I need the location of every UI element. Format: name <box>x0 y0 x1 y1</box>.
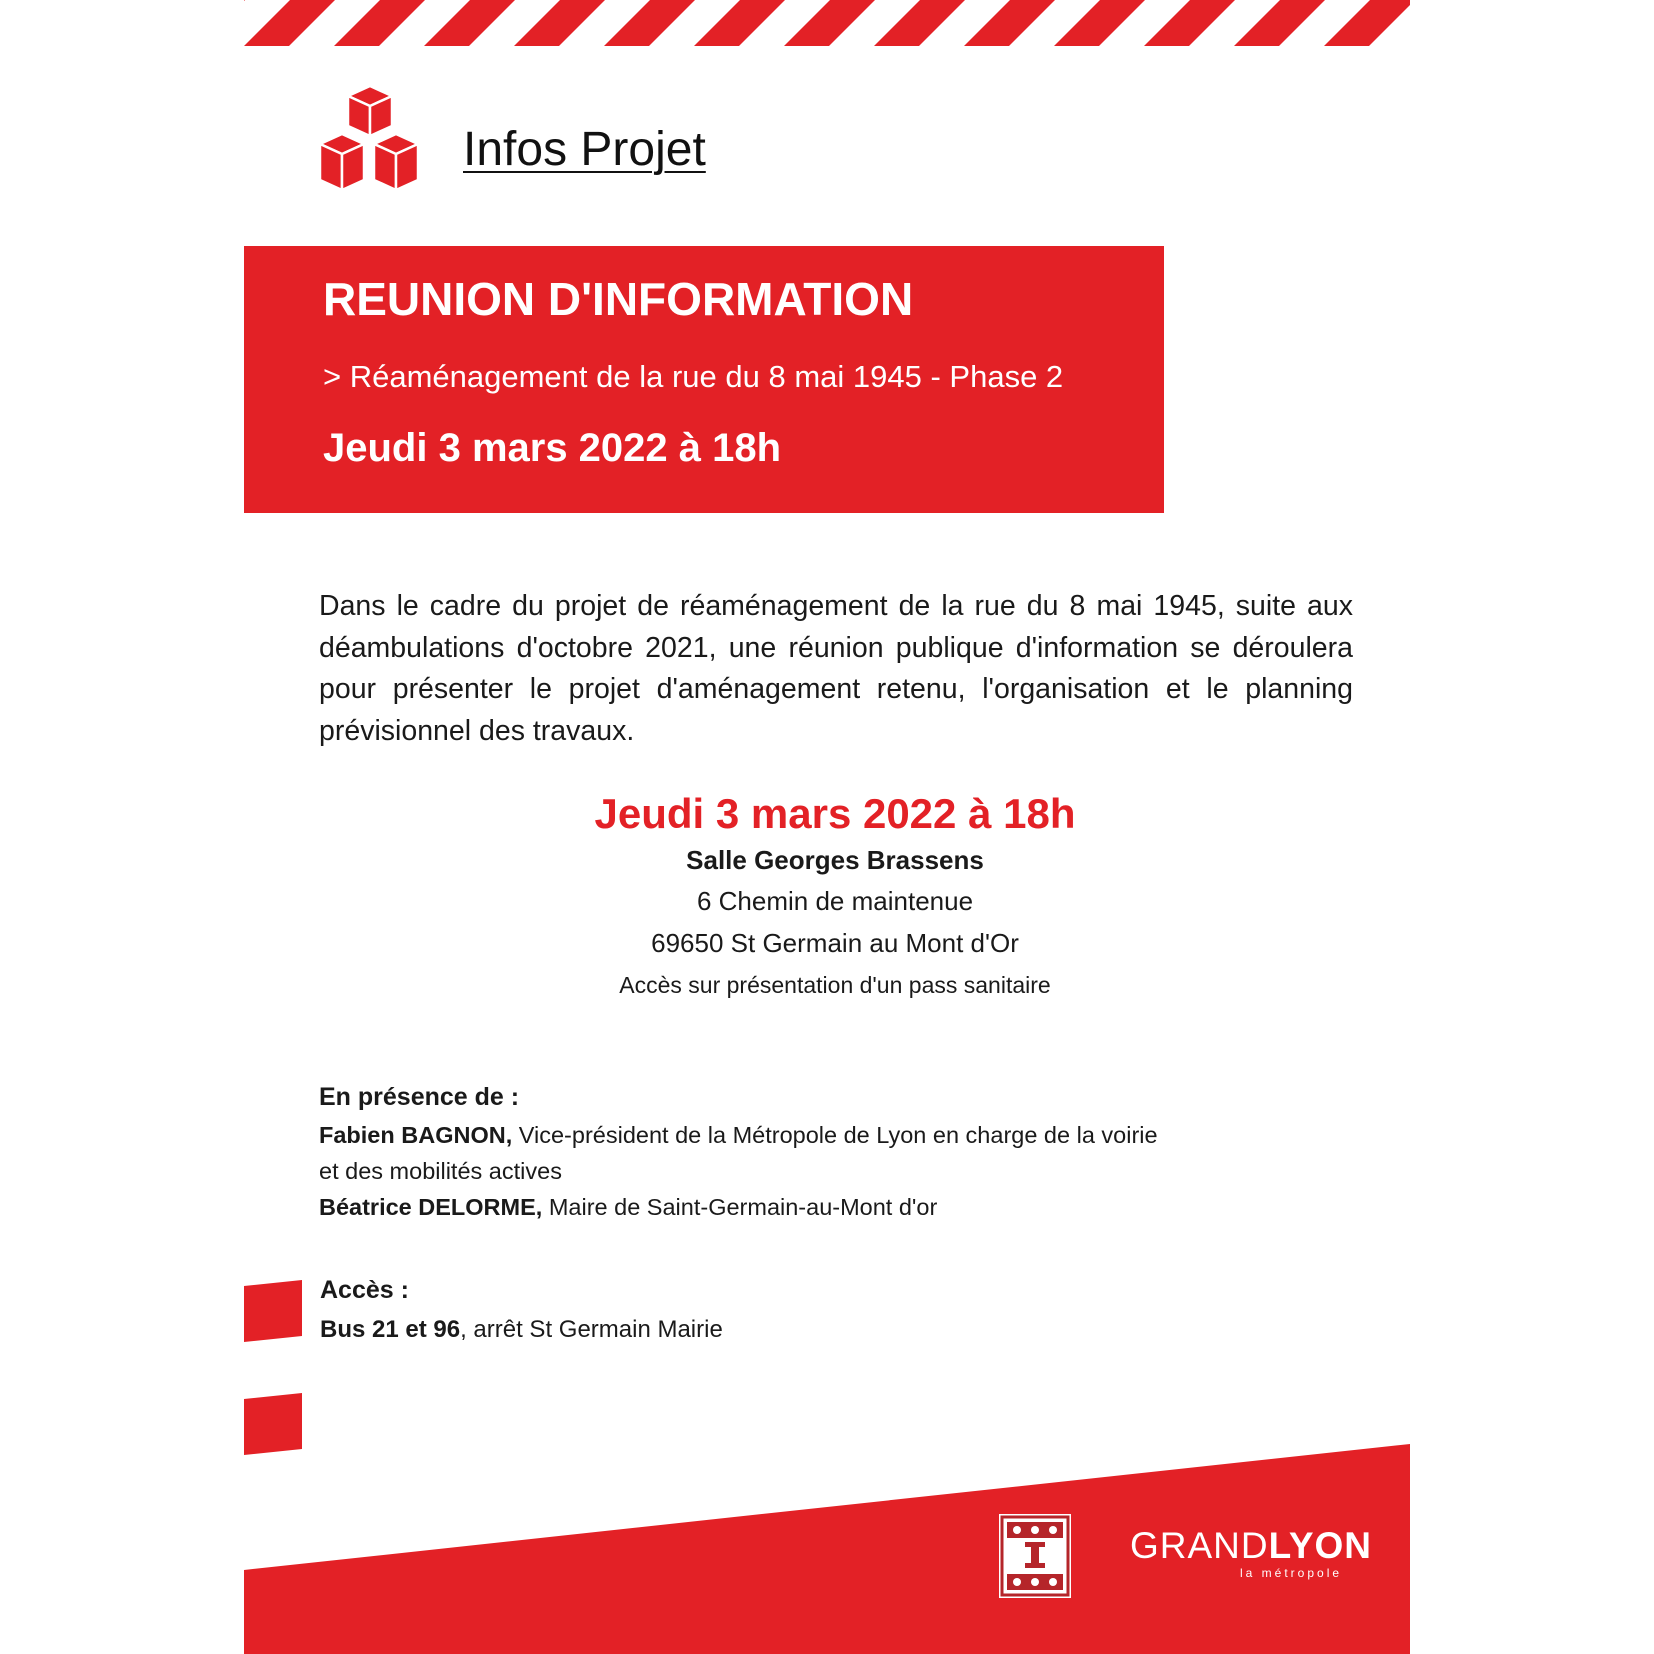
bus-stop: , arrêt St Germain Mairie <box>460 1316 723 1343</box>
hazard-stripe <box>244 0 245 46</box>
event-venue: Salle Georges Brassens <box>686 845 984 875</box>
banner-title: REUNION D'INFORMATION <box>323 273 914 325</box>
person-2-role: Maire de Saint-Germain-au-Mont d'or <box>542 1194 938 1220</box>
banner-date: Jeudi 3 mars 2022 à 18h <box>323 426 782 470</box>
stacked-cubes-icon <box>318 86 422 196</box>
event-banner <box>244 246 1164 513</box>
hazard-stripe <box>424 0 515 46</box>
intro-paragraph: Dans le cadre du projet de réaménagement de la rue du 8 mai 1945, suite aux déambulations d'octobre 2021, une réunion publique d'information se déroulera pour présenter le projet d'aménagement retenu, l'organisation et le planning prévisionnel des travaux. <box>319 590 1353 747</box>
event-date: Jeudi 3 mars 2022 à 18h <box>594 790 1076 837</box>
presence-person-1-role-cont: et des mobilités actives <box>319 1158 562 1184</box>
presence-person-2 <box>319 1194 937 1221</box>
page-title: Infos Projet <box>463 123 706 176</box>
hazard-stripe <box>514 0 605 46</box>
person-1-role: Vice-président de la Métropole de Lyon en charge de la voirie <box>512 1122 1158 1148</box>
hazard-stripe <box>334 0 425 46</box>
event-access-note: Accès sur présentation d'un pass sanitaire <box>619 972 1051 998</box>
hazard-stripe <box>874 0 965 46</box>
hazard-stripe-band <box>244 0 1410 46</box>
presence-heading: En présence de : <box>319 1083 520 1111</box>
grandlyon-logo <box>1130 1527 1372 1564</box>
event-street: 6 Chemin de maintenue <box>696 886 974 916</box>
person-1-name: Fabien BAGNON, <box>319 1122 513 1148</box>
event-city: 69650 St Germain au Mont d'Or <box>651 928 1019 958</box>
hazard-stripe <box>1234 0 1325 46</box>
logo-grand: GRAND <box>1130 1525 1269 1566</box>
municipal-crest-icon <box>999 1514 1071 1598</box>
logo-tagline: la métropole <box>1240 1566 1343 1580</box>
hazard-stripe <box>1054 0 1145 46</box>
hazard-stripe <box>244 0 335 46</box>
access-details <box>320 1316 723 1344</box>
red-flag-marker <box>244 1280 302 1342</box>
hazard-stripe <box>964 0 1055 46</box>
hazard-stripe <box>694 0 785 46</box>
hazard-stripe <box>784 0 875 46</box>
logo-lyon: LYON <box>1268 1525 1373 1566</box>
hazard-stripe <box>1144 0 1235 46</box>
access-heading: Accès : <box>320 1276 409 1304</box>
person-2-name: Béatrice DELORME, <box>319 1194 543 1220</box>
bus-lines: Bus 21 et 96 <box>320 1316 461 1343</box>
hazard-stripe <box>604 0 695 46</box>
banner-subtitle: > Réaménagement de la rue du 8 mai 1945 - Phase 2 <box>323 359 1064 394</box>
presence-person-1 <box>319 1122 1158 1149</box>
hazard-stripe <box>1324 0 1410 46</box>
